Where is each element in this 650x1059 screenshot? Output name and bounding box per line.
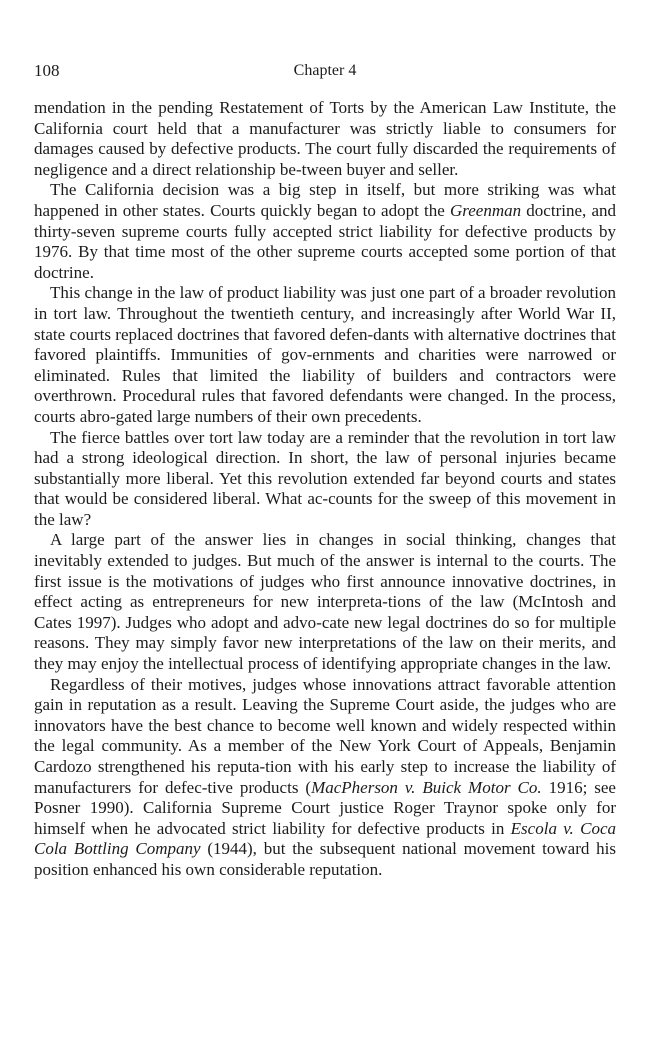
paragraph — [34, 180, 616, 283]
paragraph — [34, 530, 616, 674]
text-run: 1916; see Posner 1990). California Supreme Court justice Roger Traynor spoke only for himself when he advocated strict liability for defective products in — [34, 777, 616, 838]
text-run: The fierce battles over tort law today are a reminder that the revolution in tort law had a strong ideological direction. In short, the law of personal injuries became substantially more liberal. Yet this revolution extended far beyond courts and states that would be considered liberal. What ac-counts for the sweep of this movement in the law? — [34, 427, 616, 529]
text-run: doctrine, and thirty-seven supreme courts fully accepted strict liability for defective products by 1976. By that time most of the other supreme courts accepted some portion of that doctrine. — [34, 200, 616, 282]
text-run: (1944), but the subsequent national movement toward his position enhanced his own considerable reputation. — [34, 839, 616, 879]
page-number: 108 — [34, 61, 60, 80]
text-run: This change in the law of product liability was just one part of a broader revolution in tort law. Throughout the twentieth century, and increasingly after World War II, state courts replaced doctrines that favored defen-dants with alternative doctrines that favored plaintiffs. Immunities of gov-ernments and charities were narrowed or eliminated. Rules that limited the liability of builders and contractors were overthrown. Procedural rules that favored defendants were changed. In the process, courts abro-gated large numbers of their own precedents. — [34, 283, 616, 426]
page-header — [34, 61, 616, 83]
text-run: A large part of the answer lies in changes in social thinking, changes that inevitably extended to judges. But much of the answer is internal to the courts. The first issue is the motivations of judges who first announce innovative doctrines, in effect acting as entrepreneurs for new interpreta-tions of the law (McIntosh and Cates 1997). Judges who adopt and advo-cate new legal doctrines do so for multiple reasons. They may simply favor new interpretations of the law on their merits, and they may enjoy the intellectual process of identifying appropriate changes in the law. — [34, 530, 616, 674]
paragraph — [34, 428, 616, 531]
italic-citation: Escola v. Coca Cola Bottling Company — [34, 818, 616, 859]
text-run: mendation in the pending Restatement of Torts by the American Law Institute, the California court held that a manufacturer was strictly liable to consumers for damages caused by defective products. The court fully discarded the requirements of negligence and a direct relationship be-tween buyer and seller. — [34, 98, 616, 179]
running-head: Chapter 4 — [293, 62, 357, 79]
text-run: Regardless of their motives, judges whose innovations attract favorable attention gain in reputation as a result. Leaving the Supreme Court aside, the judges who are innovators have the best chance to become well known and widely respected within the legal community. As a member of the New York Court of Appeals, Benjamin Cardozo strengthened his reputa-tion with his early step to increase the liability of manufacturers for defec-tive products ( — [34, 674, 616, 797]
italic-citation: Greenman — [449, 200, 522, 220]
text-run: The California decision was a big step in itself, but more striking was what happened in other states. Courts quickly began to adopt the — [34, 180, 616, 220]
paragraph — [34, 98, 616, 180]
body-text — [34, 98, 616, 881]
paragraph — [34, 283, 616, 427]
paragraph — [34, 675, 616, 881]
italic-citation: MacPherson v. Buick Motor Co. — [311, 777, 542, 797]
